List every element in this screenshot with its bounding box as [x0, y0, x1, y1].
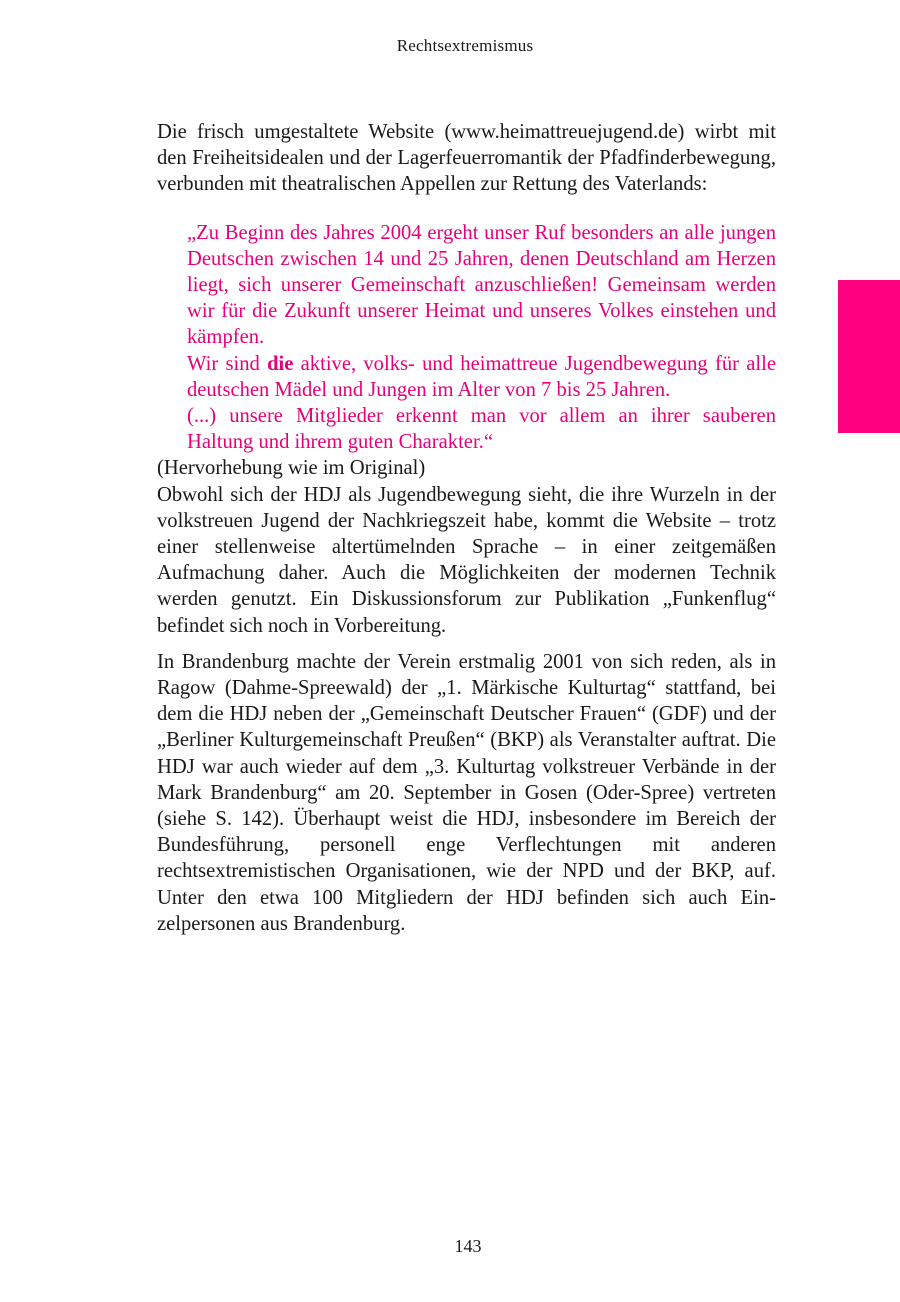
quote-text-before-emphasis: Wir sind	[187, 352, 268, 375]
page-body	[157, 119, 776, 947]
quote-paragraph-3: (...) unsere Mitglieder erkennt man vor allem an ihrer sauberen Haltung und ihrem guten Charakter.“	[187, 405, 776, 454]
intro-paragraph: Die frisch umgestaltete Website (www.heimattreuejugend.de) wirbt mit den Freiheitsidealen und der Lagerfeuerromantik der Pfadfinderbewegung, verbunden mit theatralischen Appellen zur Rettung des Vaterlands:	[157, 121, 776, 196]
chapter-tab-marker	[838, 280, 900, 433]
body-paragraph-1: Obwohl sich der HDJ als Jugendbewegung sieht, die ihre Wurzeln in der volkstreuen Jugend der Nachkriegszeit habe, kommt die Website – trotz einer stellenweise altertümelnden Sprache – in einer zeitgemäßen Aufmachung daher. Auch die Möglichkeiten der modernen Technik werden genutzt. Ein Diskussionsforum zur Publikation „Funkenflug“ befindet sich noch in Vorbereitung.	[157, 483, 776, 637]
quote-emphasis: die	[267, 352, 294, 375]
pink-quote-block	[187, 220, 776, 456]
body-paragraph-2: In Brandenburg machte der Verein erstmalig 2001 von sich reden, als in Ragow (Dahme-Spreewald) der „1. Märkische Kulturtag“ stattfand, bei dem die HDJ neben der „Gemeinschaft Deutscher Frauen“ (GDF) und der „Berliner Kulturgemeinschaft Preußen“ (BKP) als Veranstalter auftrat. Die HDJ war auch wieder auf dem „3. Kulturtag volkstreuer Verbände in der Mark Brandenburg“ am 20. September in Gosen (Oder-Spree) vertreten (siehe S. 142). Überhaupt weist die HDJ, insbesondere im Bereich der Bundesführung, personell enge Verflechtungen mit anderen rechtsextremistischen Organisationen, wie der NPD und der BKP, auf. Unter den etwa 100 Mitgliedern der HDJ befinden sich auch Einzelpersonen aus Brandenburg.	[157, 650, 776, 935]
emphasis-note: (Hervorhebung wie im Original)	[157, 457, 426, 480]
quote-text-after-emphasis: aktive, volks- und heimattreue Jugendbewegung für alle deutschen Mädel und Jungen im Alter von 7 bis 25 Jahren.	[187, 352, 776, 401]
running-header: Rechtsextremismus	[396, 36, 534, 55]
page-number: 143	[454, 1236, 482, 1256]
quote-paragraph-1: „Zu Beginn des Jahres 2004 ergeht unser Ruf besonders an alle jungen Deutschen zwischen 14 und 25 Jahren, denen Deutschland am Herzen liegt, sich unserer Gemeinschaft anzuschließen! Gemeinsam werden wir für die Zukunft unserer Heimat und unseres Volkes einstehen und kämpfen.	[187, 221, 776, 349]
quote-paragraph-2	[187, 351, 776, 403]
